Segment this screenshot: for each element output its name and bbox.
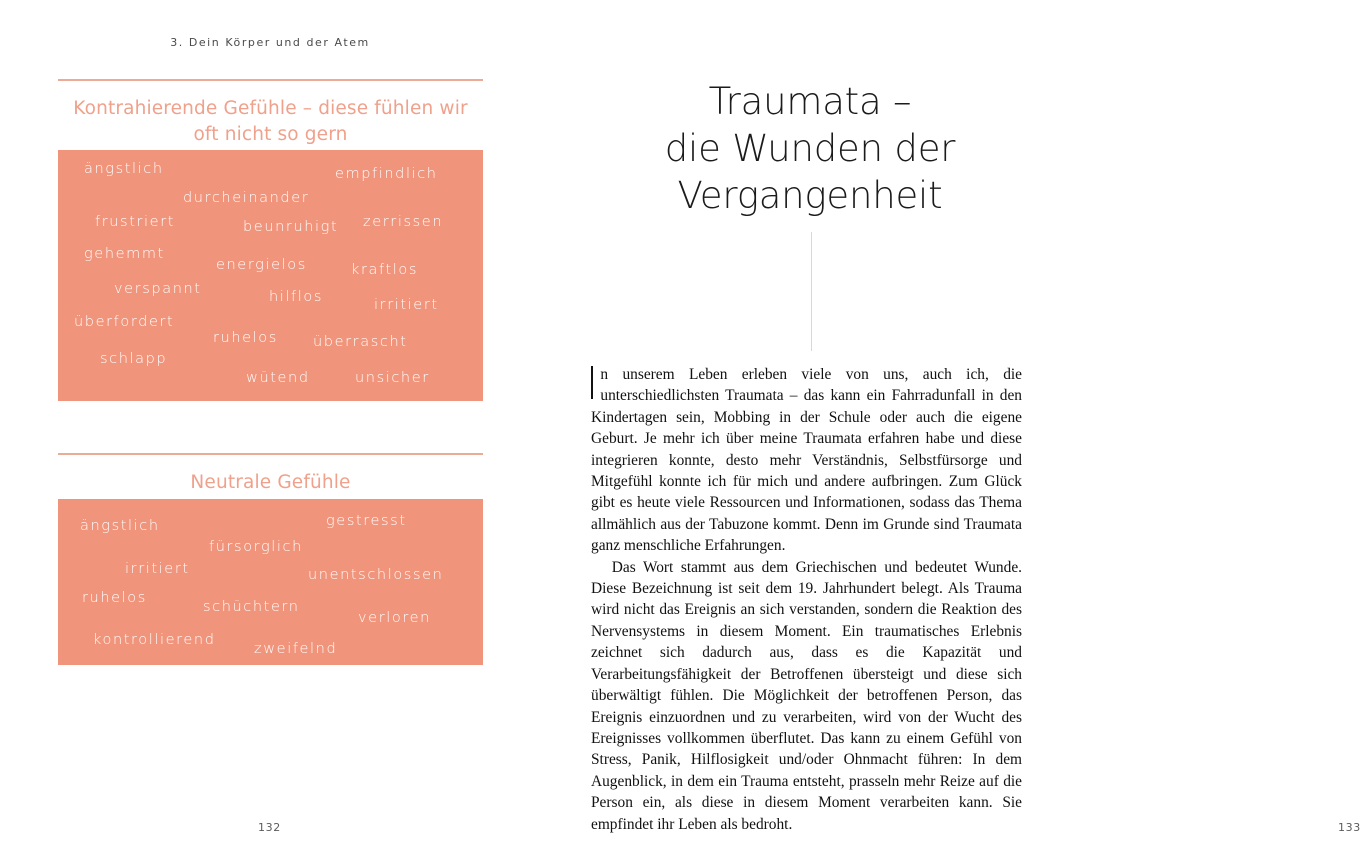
cloud-word: ruhelos [213,330,278,346]
chapter-title-line: Traumata – [708,80,912,123]
chapter-title [580,78,1040,219]
cloud-word: schlapp [100,351,168,367]
section-title-neutral-feelings: Neutrale Gefühle [190,472,351,493]
word-cloud-neutral-feelings [58,499,483,665]
cloud-word: unentschlossen [308,567,444,583]
cloud-word: empfindlich [335,166,438,182]
cloud-word: durcheinander [183,190,310,206]
section-divider-rule-2 [58,453,483,455]
cloud-word: zerrissen [363,214,444,230]
page-number-left: 132 [258,821,281,834]
cloud-word: verspannt [114,281,202,297]
page-number-right: 133 [1338,821,1361,834]
running-head: 3. Dein Körper und der Atem [170,36,370,49]
cloud-word: verloren [358,610,431,626]
cloud-word: fürsorglich [209,539,303,555]
cloud-word: unsicher [355,370,430,386]
body-paragraph: n unserem Leben erleben viele von uns, auch ich, die unterschiedlichsten Traumata – das kann ein Fahrradunfall in den Kindertagen sein, Mobbing in der Schule oder auch die eigene Geburt. Je mehr ich über meine Traumata erfahren habe und diese integrieren konnte, desto mehr Verständnis, Selbstfürsorge und Mitgefühl konnte ich für mich und andere aufbringen. Zum Glück gibt es heute viele Ressourcen und Informationen, sodass das Thema allmählich aus der Tabuzone kommt. Denn im Grunde sind Traumata ganz menschliche Erfahrungen. [591,366,1022,555]
chapter-title-line: die Wunden der [664,127,956,170]
left-page [0,0,540,860]
cloud-word: kontrollierend [93,632,216,648]
cloud-word: irritiert [125,561,190,577]
drop-cap-initial [591,366,593,399]
cloud-word: beunruhigt [243,219,339,235]
right-page [540,0,1361,860]
cloud-word: irritiert [374,297,439,313]
chapter-title-line: Vergangenheit [677,174,943,217]
section-divider-rule-1 [58,79,483,81]
cloud-word: frustriert [95,214,176,230]
body-paragraph: Das Wort stammt aus dem Griechischen und bedeutet Wunde. Diese Bezeichnung ist seit dem 19. Jahrhundert belegt. Als Trauma wird nicht das Ereignis an sich verstanden, sondern die Reaktion des Nervensystems in diesem Moment. Ein traumatisches Erlebnis zeichnet sich dadurch aus, dass es die Kapazität und Verarbeitungsfähigkeit der Betroffenen übersteigt und diese sich überwältigt fühlen. Die Möglichkeit der betroffenen Person, das Ereignis einzuordnen und zu verarbeiten, wird von der Wucht des Ereignisses vollkommen überflutet. Das kann zu einem Gefühl von Stress, Panik, Hilflosigkeit und/oder Ohnmacht führen: In dem Augenblick, in dem ein Trauma entsteht, prasseln mehr Reize auf die Person ein, als diese in diesem Moment verarbeiten kann. Sie empfindet ihr Leben als bedroht. [591,558,1022,833]
cloud-word: wütend [246,370,310,386]
cloud-word: hilflos [269,289,324,305]
cloud-word: zweifelnd [254,641,338,657]
cloud-word: ängstlich [84,161,164,177]
cloud-word: schüchtern [203,599,300,615]
chapter-body-text [591,364,1022,835]
cloud-word: energielos [216,257,307,273]
cloud-word: überrascht [313,334,408,350]
cloud-word: gestresst [326,513,407,529]
vertical-ornament-rule [811,232,812,351]
cloud-word: ruhelos [82,590,147,606]
cloud-word: überfordert [74,314,175,330]
cloud-word: gehemmt [84,246,165,262]
section-title-contracting-feelings: Kontrahierende Gefühle – diese fühlen wir oft nicht so gern [73,98,468,145]
word-cloud-contracting-feelings [58,150,483,401]
cloud-word: kraftlos [351,262,419,278]
cloud-word: ängstlich [80,518,160,534]
